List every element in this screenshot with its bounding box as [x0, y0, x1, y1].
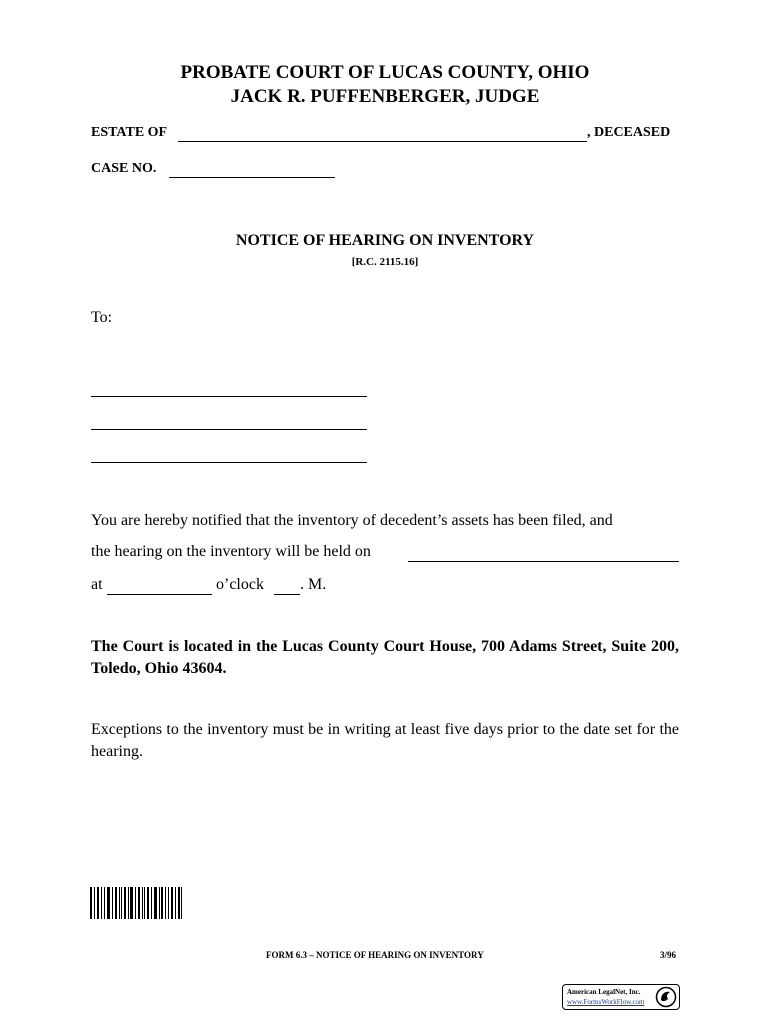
estate-label: ESTATE OF — [91, 125, 168, 140]
estate-name-field[interactable] — [178, 141, 587, 142]
publisher-badge — [562, 984, 680, 1010]
am-pm-field[interactable] — [274, 594, 300, 595]
exceptions-paragraph: Exceptions to the inventory must be in writing at least five days prior to the date set for the hearing. — [91, 721, 679, 760]
recipient-line-3[interactable] — [91, 462, 367, 463]
to-label: To: — [91, 309, 113, 326]
hearing-hour-field[interactable] — [107, 594, 212, 595]
hearing-date-label: the hearing on the inventory will be held on — [91, 543, 371, 560]
publisher-link[interactable]: www.FormsWorkFlow.com — [567, 998, 645, 1006]
time-at-label: at — [91, 576, 103, 593]
notice-title: NOTICE OF HEARING ON INVENTORY — [235, 232, 535, 249]
court-location: The Court is located in the Lucas County Court House, 700 Adams Street, Suite 200, Toledo, Ohio 43604. — [91, 638, 679, 677]
case-no-field[interactable] — [169, 177, 335, 178]
judge-name: JACK R. PUFFENBERGER, JUDGE — [230, 86, 540, 107]
publisher-name: American LegalNet, Inc. — [567, 988, 641, 996]
form-name-footer: FORM 6.3 – NOTICE OF HEARING ON INVENTORY — [266, 950, 484, 960]
court-name: PROBATE COURT OF LUCAS COUNTY, OHIO — [180, 62, 590, 83]
recipient-line-2[interactable] — [91, 429, 367, 430]
notified-line-1: You are hereby notified that the inventory of decedent’s assets has been filed, and — [91, 512, 613, 529]
deceased-label: , DECEASED — [587, 125, 671, 140]
barcode-image — [90, 887, 182, 919]
hearing-date-field[interactable] — [408, 561, 679, 562]
meridiem-label: . M. — [300, 576, 327, 593]
oclock-label: o’clock — [216, 576, 264, 593]
recipient-line-1[interactable] — [91, 396, 367, 397]
form-revision: 3/96 — [660, 950, 677, 960]
publisher-logo-icon — [655, 986, 677, 1008]
statute-reference: [R.C. 2115.16] — [351, 256, 419, 268]
case-no-label: CASE NO. — [91, 161, 157, 176]
